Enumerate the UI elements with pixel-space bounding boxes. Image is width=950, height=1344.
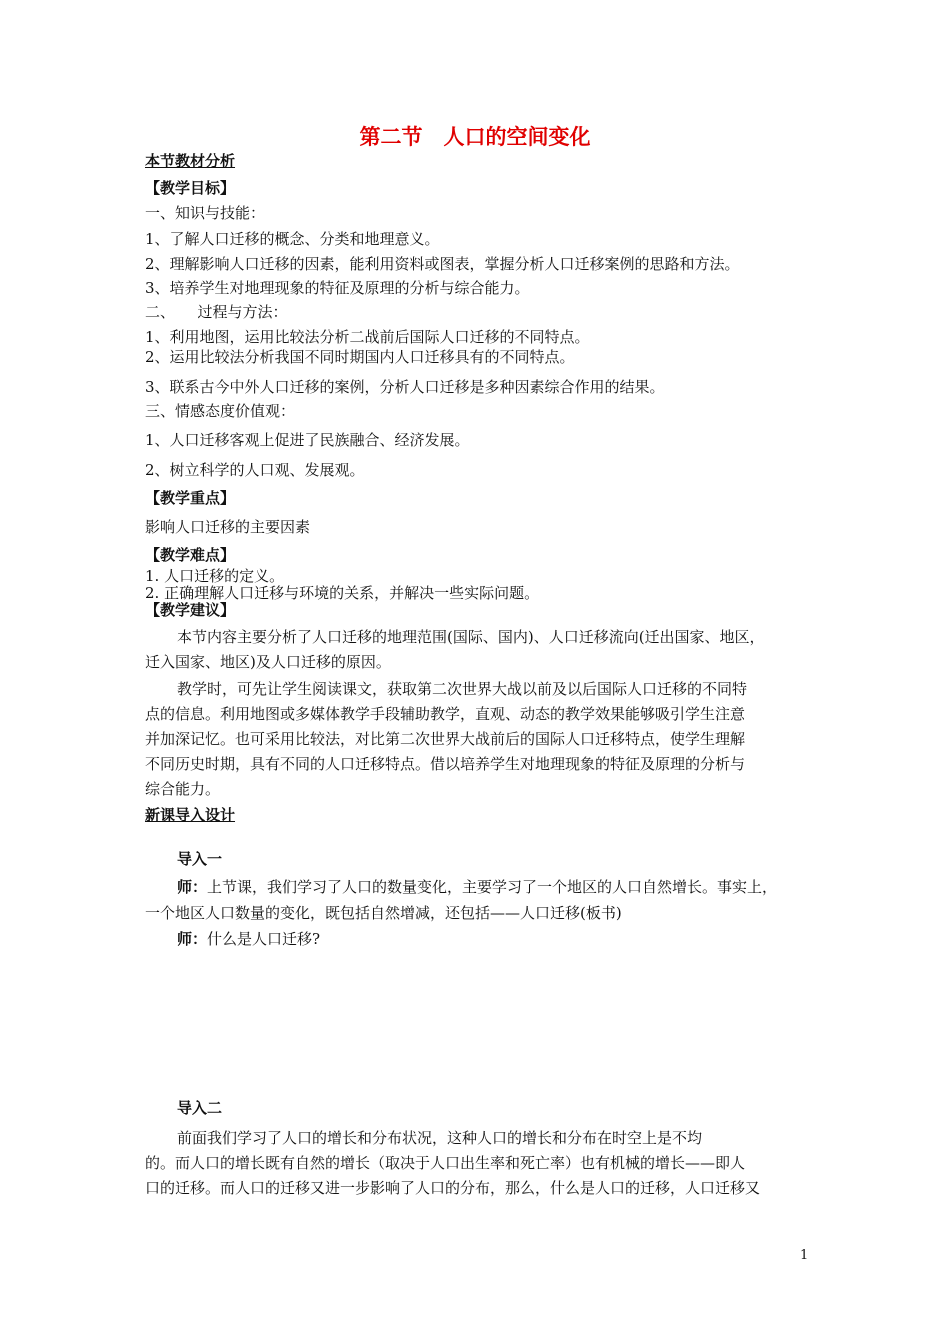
intro1-heading: 导入一	[177, 850, 223, 868]
goal-item: 2、理解影响人口迁移的因素，能利用资料或图表，掌握分析人口迁移案例的思路和方法。	[145, 255, 740, 273]
goal-item: 2、运用比较法分析我国不同时期国内人口迁移具有的不同特点。	[145, 348, 575, 366]
goals-section-3: 三、情感态度价值观：	[145, 402, 296, 420]
focus-text: 影响人口迁移的主要因素	[145, 518, 311, 536]
intro-design-heading: 新课导入设计	[145, 806, 236, 824]
focus-heading: 【教学重点】	[145, 489, 236, 507]
suggestion-line: 点的信息。利用地图或多媒体教学手段辅助教学，直观、动态的教学效果能够吸引学生注意	[145, 705, 746, 723]
intro1-line1-text: 上节课，我们学习了人口的数量变化，主要学习了一个地区的人口自然增长。事实上，	[207, 878, 778, 896]
suggestion-line: 教学时，可先让学生阅读课文，获取第二次世界大战以前及以后国际人口迁移的不同特	[177, 680, 748, 698]
suggestion-line: 不同历史时期，具有不同的人口迁移特点。借以培养学生对地理现象的特征及原理的分析与	[145, 755, 746, 773]
intro2-line: 前面我们学习了人口的增长和分布状况，这种人口的增长和分布在时空上是不均	[177, 1129, 703, 1147]
difficulty-heading: 【教学难点】	[145, 546, 236, 564]
difficulty-item: 1. 人口迁移的定义。	[145, 567, 285, 585]
intro1-line: 一个地区人口数量的变化，既包括自然增减，还包括——人口迁移(板书)	[145, 904, 622, 922]
analysis-heading: 本节教材分析	[145, 152, 236, 170]
suggestion-heading: 【教学建议】	[145, 601, 236, 619]
goal-item: 1、了解人口迁移的概念、分类和地理意义。	[145, 230, 440, 248]
intro1-question	[177, 929, 320, 949]
teacher-label: 师：	[177, 878, 208, 896]
intro2-line: 的。而人口的增长既有自然的增长（取决于人口出生率和死亡率）也有机械的增长——即人	[145, 1154, 746, 1172]
goal-item: 1、利用地图，运用比较法分析二战前后国际人口迁移的不同特点。	[145, 328, 590, 346]
goal-item: 3、培养学生对地理现象的特征及原理的分析与综合能力。	[145, 279, 530, 297]
goal-item: 2、树立科学的人口观、发展观。	[145, 461, 365, 479]
goals-section-1: 一、知识与技能：	[145, 204, 266, 222]
suggestion-line: 本节内容主要分析了人口迁移的地理范围(国际、国内)、人口迁移流向(迁出国家、地区，	[177, 628, 765, 646]
goals-heading: 【教学目标】	[145, 179, 236, 197]
intro1-line	[177, 877, 777, 897]
suggestion-line: 迁入国家、地区)及人口迁移的原因。	[145, 653, 391, 671]
difficulty-item: 2. 正确理解人口迁移与环境的关系，并解决一些实际问题。	[145, 584, 540, 602]
goals-section-2: 二、 过程与方法：	[145, 303, 288, 321]
suggestion-line: 综合能力。	[145, 780, 221, 798]
goal-item: 1、人口迁移客观上促进了民族融合、经济发展。	[145, 431, 470, 449]
intro1-question-text: 什么是人口迁移?	[207, 930, 321, 948]
goal-item: 3、联系古今中外人口迁移的案例，分析人口迁移是多种因素综合作用的结果。	[145, 378, 665, 396]
intro2-line: 口的迁移。而人口的迁移又进一步影响了人口的分布，那么，什么是人口的迁移，人口迁移又	[145, 1179, 761, 1197]
teacher-label: 师：	[177, 930, 208, 948]
page-number: 1	[800, 1248, 809, 1263]
suggestion-line: 并加深记忆。也可采用比较法，对比第二次世界大战前后的国际人口迁移特点，使学生理解	[145, 730, 746, 748]
intro2-heading: 导入二	[177, 1099, 223, 1117]
page-title: 第二节 人口的空间变化	[359, 125, 591, 149]
